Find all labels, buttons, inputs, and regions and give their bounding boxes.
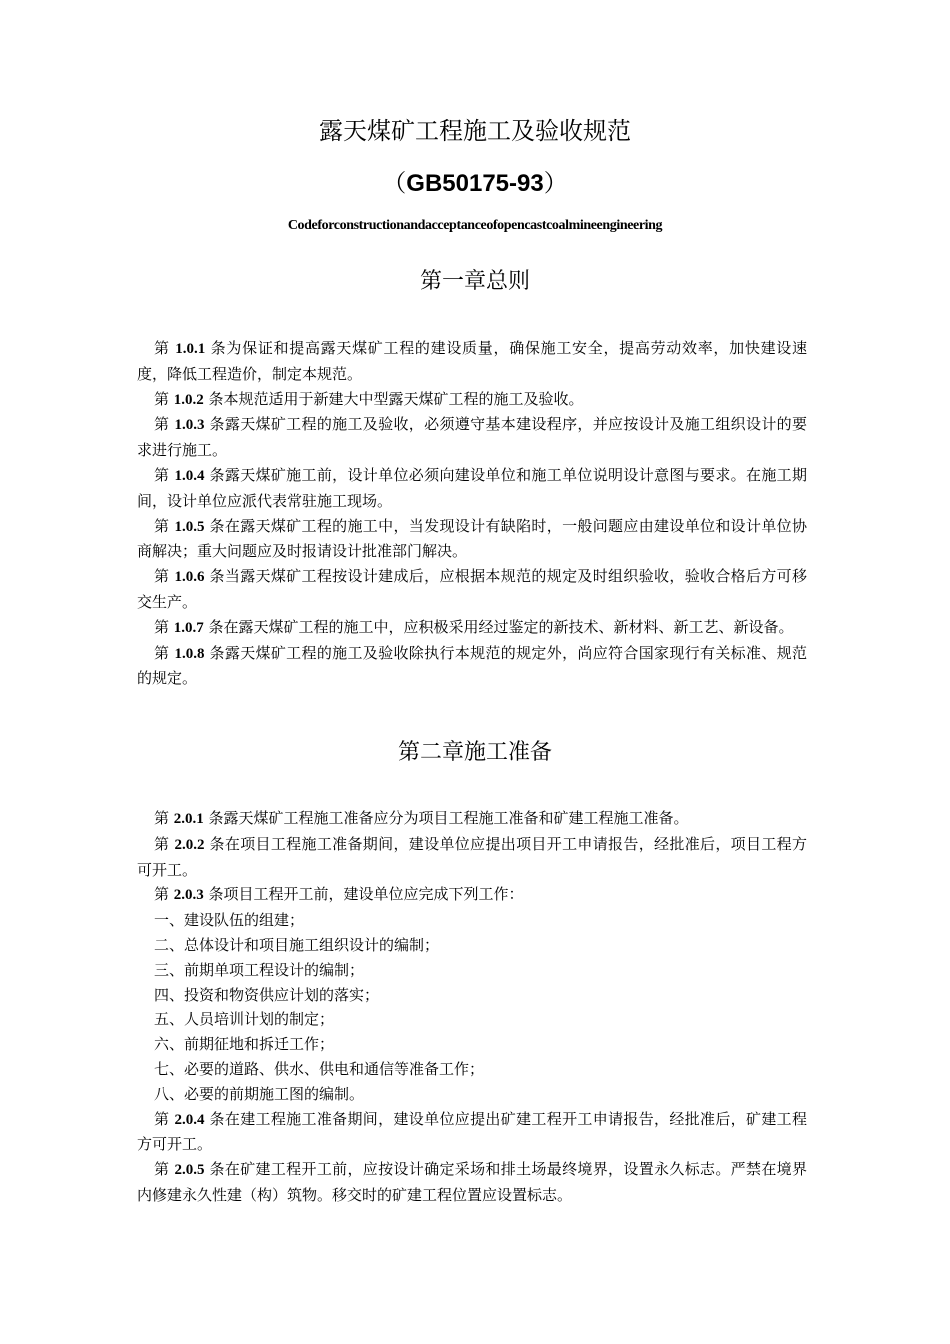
article: 第 2.0.2 条在项目工程施工准备期间，建设单位应提出项目开工申请报告，经批准后，项目工程方可开工。 <box>137 834 807 879</box>
english-title: Codeforconstructionandacceptanceofopencastcoalmineengineering <box>287 218 663 233</box>
chapter-1-body <box>137 336 807 691</box>
list-item: 六、前期征地和拆迁工作； <box>154 1035 335 1054</box>
article: 第 1.0.8 条露天煤矿工程的施工及验收除执行本规范的规定外，尚应符合国家现行有关标准、规范的规定。 <box>137 643 807 688</box>
article-number: 1.0.4 <box>174 467 205 484</box>
article-number: 2.0.1 <box>173 811 204 827</box>
article: 第 1.0.7 条在露天煤矿工程的施工中，应积极采用经过鉴定的新技术、新材料、新工艺、新设备。 <box>154 617 794 636</box>
chapter-2-heading: 第二章施工准备 <box>397 740 552 765</box>
list-item: 八、必要的前期施工图的编制。 <box>154 1084 365 1103</box>
list-item: 一、建设队伍的组建； <box>154 911 305 930</box>
document-title: 露天煤矿工程施工及验收规范 <box>319 117 631 145</box>
article: 第 2.0.3 条项目工程开工前，建设单位应完成下列工作： <box>154 885 524 904</box>
article: 第 1.0.1 条为保证和提高露天煤矿工程的建设质量，确保施工安全，提高劳动效率，加快建设速度，降低工程造价，制定本规范。 <box>137 339 807 383</box>
list-item: 五、人员培训计划的制定； <box>154 1010 335 1029</box>
code-open-paren: （ <box>382 169 407 197</box>
chapter-2-body <box>137 806 807 1208</box>
article: 第 1.0.6 条当露天煤矿工程按设计建成后，应根据本规范的规定及时组织验收，验收合格后方可移交生产。 <box>137 567 807 611</box>
article-number: 1.0.7 <box>173 619 204 636</box>
article: 第 1.0.4 条露天煤矿施工前，设计单位必须向建设单位和施工单位说明设计意图与要求。在施工期间，设计单位应派代表常驻施工现场。 <box>137 465 807 510</box>
article: 第 1.0.3 条露天煤矿工程的施工及验收，必须遵守基本建设程序，并应按设计及施工组织设计的要求进行施工。 <box>137 415 807 460</box>
article: 第 1.0.2 条本规范适用于新建大中型露天煤矿工程的施工及验收。 <box>154 389 584 408</box>
article: 第 2.0.5 条在矿建工程开工前，应按设计确定采场和排土场最终境界，设置永久标志。严禁在境界内修建永久性建（构）筑物。移交时的矿建工程位置应设置标志。 <box>137 1160 807 1204</box>
list-item: 三、前期单项工程设计的编制； <box>154 960 365 979</box>
article-number: 2.0.4 <box>174 1111 205 1128</box>
article-number: 2.0.5 <box>174 1162 205 1179</box>
chapter-1-heading: 第一章总则 <box>419 269 530 294</box>
list-item: 二、总体设计和项目施工组织设计的编制； <box>154 935 440 954</box>
standard-code <box>0 166 950 201</box>
article-number: 1.0.8 <box>174 645 205 662</box>
article: 第 2.0.4 条在建工程施工准备期间，建设单位应提出矿建工程开工申请报告，经批准后，矿建工程方可开工。 <box>137 1109 807 1154</box>
article-number: 1.0.2 <box>173 391 204 408</box>
code-close-paren: ） <box>543 169 568 197</box>
article-number: 1.0.5 <box>174 518 205 535</box>
article-number: 2.0.3 <box>173 887 204 904</box>
article-number: 1.0.6 <box>174 569 205 586</box>
standard-number: GB50175-93 <box>406 170 544 197</box>
article-number: 1.0.1 <box>175 341 206 357</box>
article-number: 1.0.3 <box>174 417 205 434</box>
article: 第 2.0.1 条露天煤矿工程施工准备应分为项目工程施工准备和矿建工程施工准备。 <box>154 809 689 827</box>
list-item: 四、投资和物资供应计划的落实； <box>154 985 380 1004</box>
list-item: 七、必要的道路、供水、供电和通信等准备工作； <box>154 1059 485 1078</box>
article-number: 2.0.2 <box>174 836 205 853</box>
article: 第 1.0.5 条在露天煤矿工程的施工中，当发现设计有缺陷时，一般问题应由建设单位和设计单位协商解决；重大问题应及时报请设计批准部门解决。 <box>137 516 807 561</box>
